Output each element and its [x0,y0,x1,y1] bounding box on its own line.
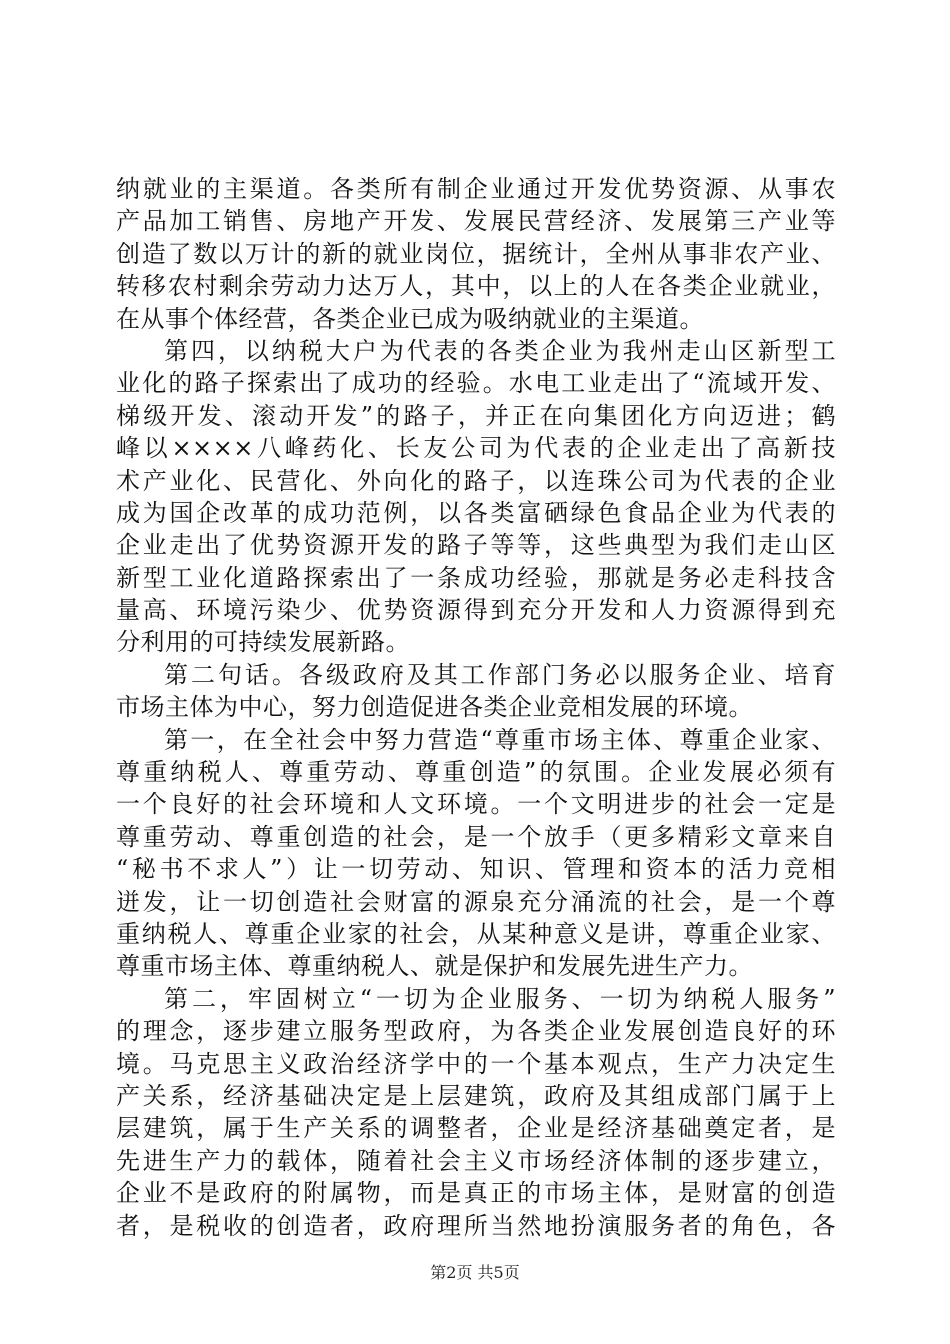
text-line: 企业不是政府的附属物，而是真正的市场主体，是财富的创造 [116,1179,836,1208]
text-line: 尊重纳税人、尊重劳动、尊重创造”的氛围。企业发展必须有 [116,758,836,787]
text-line: 者，是税收的创造者，政府理所当然地扮演服务者的角色，各 [116,1211,836,1240]
text-line: 术产业化、民营化、外向化的路子，以连珠公司为代表的企业 [116,466,836,495]
text-line: 产品加工销售、房地产开发、发展民营经济、发展第三产业等 [116,207,836,236]
text-line: 企业走出了优势资源开发的路子等等，这些典型为我们走山区 [116,531,836,560]
text-line: 境。马克思主义政治经济学中的一个基本观点，生产力决定生 [116,1049,836,1078]
text-line: 重纳税人、尊重企业家的社会，从某种意义是讲，尊重企业家、 [116,919,836,948]
text-line: 创造了数以万计的新的就业岗位，据统计，全州从事非农产业、 [116,239,836,268]
text-line: 一个良好的社会环境和人文环境。一个文明进步的社会一定是 [116,790,836,819]
text-line: 尊重劳动、尊重创造的社会，是一个放手（更多精彩文章来自 [116,822,836,851]
text-line: 纳就业的主渠道。各类所有制企业通过开发优势资源、从事农 [116,175,836,203]
text-line: 迸发，让一切创造社会财富的源泉充分涌流的社会，是一个尊 [116,887,836,916]
page-footer: 第2页 共5页 [430,1263,520,1282]
text-line: 的理念，逐步建立服务型政府，为各类企业发展创造良好的环 [116,1017,836,1046]
text-line: 在从事个体经营，各类企业已成为吸纳就业的主渠道。 [116,304,704,333]
document-body [116,173,836,1242]
text-line: 成为国企改革的成功范例，以各类富硒绿色食品企业为代表的 [116,498,836,527]
text-line: 第二句话。各级政府及其工作部门务必以服务企业、培育 [164,660,836,689]
text-line: 峰以××××八峰药化、长友公司为代表的企业走出了高新技 [116,434,836,463]
text-line: “秘书不求人”）让一切劳动、知识、管理和资本的活力竞相 [116,855,836,884]
text-line: 第一，在全社会中努力营造“尊重市场主体、尊重企业家、 [164,725,836,754]
text-line: 分利用的可持续发展新路。 [116,628,410,657]
text-line: 业化的路子探索出了成功的经验。水电工业走出了“流域开发、 [116,369,836,398]
text-line: 量高、环境污染少、优势资源得到充分开发和人力资源得到充 [116,596,836,625]
text-line: 层建筑，属于生产关系的调整者，企业是经济基础奠定者，是 [116,1114,836,1143]
text-line: 梯级开发、滚动开发”的路子，并正在向集团化方向迈进；鹤 [116,401,836,430]
text-line: 第四，以纳税大户为代表的各类企业为我州走山区新型工 [164,336,836,365]
text-line: 尊重市场主体、尊重纳税人、就是保护和发展先进生产力。 [116,952,753,981]
text-line: 新型工业化道路探索出了一条成功经验，那就是务必走科技含 [116,563,836,592]
text-line: 第二，牢固树立“一切为企业服务、一切为纳税人服务” [164,984,836,1013]
text-line: 转移农村剩余劳动力达万人，其中，以上的人在各类企业就业， [116,272,836,301]
text-line: 先进生产力的载体，随着社会主义市场经济体制的逐步建立， [116,1146,836,1175]
text-line: 市场主体为中心，努力创造促进各类企业竞相发展的环境。 [116,693,753,722]
text-line: 产关系，经济基础决定是上层建筑，政府及其组成部门属于上 [116,1081,836,1110]
